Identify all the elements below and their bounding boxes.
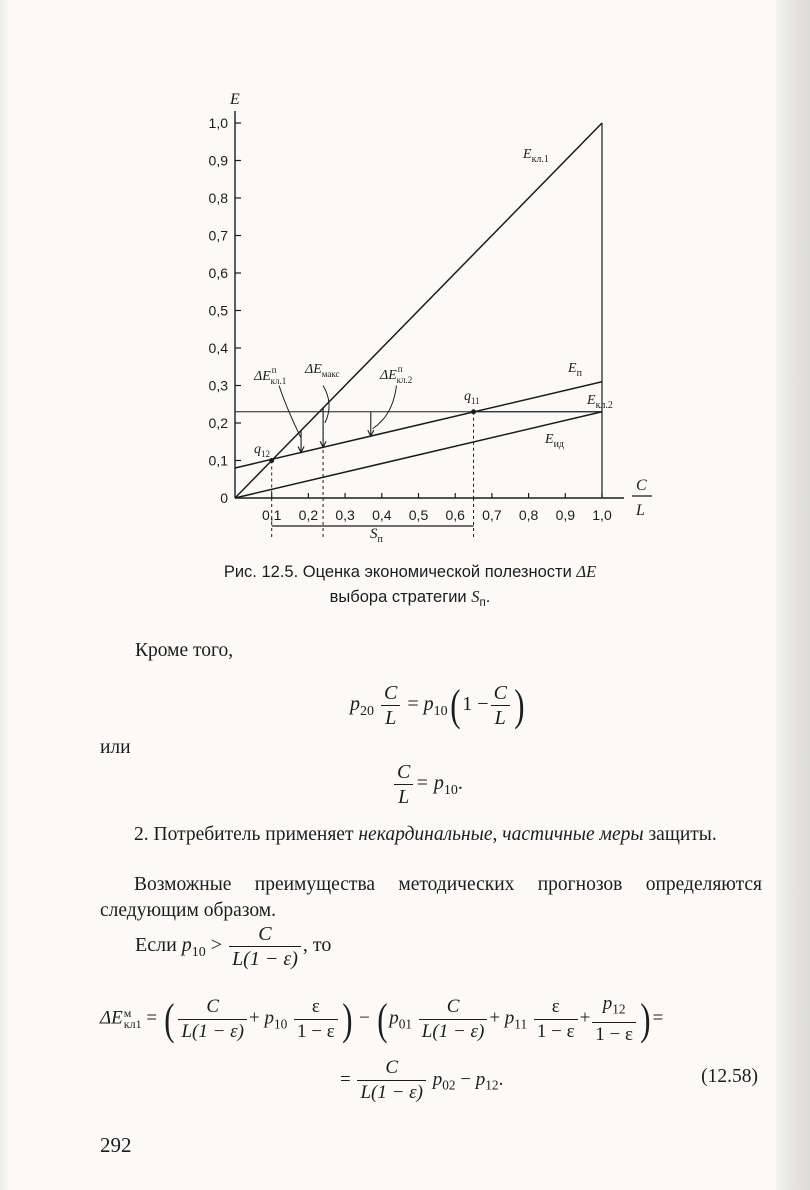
x-axis-title-numerator: C <box>636 477 647 494</box>
y-tick-label: 0,4 <box>208 340 228 356</box>
equation-3-line1: ΔE м кл1 = ( $\frac{C}{L(1 - \varepsilon)}$ + $p_{10}$ $\frac{\varepsilon}{1 - \varepsilon}$ ) − ( $p_{01}$ $\frac{C}{L(1 - \varepsilon)}$ + $p_{11}$ $\frac{\varepsilon}{1 - \varepsilon}$ + $\frac{p_{12}}{1 - \varepsilon}$ ) = <box>100 993 664 1045</box>
label-E-kl1: $E_{кл.1}$ <box>523 147 549 165</box>
label-E-p: $E_п$ <box>568 361 582 379</box>
equation-3-line2: = $\frac{C}{L(1 - \varepsilon)}$ $p_{02} - p_{12}$. <box>340 1057 504 1103</box>
condition-line: Если $p_{10}$ > $\frac{C}{L(1 - \varepsilon)}$ , то <box>135 923 332 970</box>
page-number: 292 <box>100 1133 132 1157</box>
y-tick-label: 0,3 <box>208 377 228 394</box>
x-tick-label: 0,3 <box>335 507 355 523</box>
y-tick-label: 0,1 <box>208 452 228 469</box>
x-tick-label: 1,0 <box>592 507 612 523</box>
label-q11: $q_{11}$ <box>464 389 480 406</box>
equation-number: (12.58) <box>701 1066 758 1087</box>
caption-line2-symbol: S <box>471 587 480 606</box>
x-tick-label: 0,9 <box>555 507 576 523</box>
paragraph-advantages: Возможные преимущества методических прогнозов определяются следующим образом. <box>100 874 762 921</box>
figure-caption-line2: выбора стратегии $S_п$. <box>329 587 491 610</box>
y-tick-label: 0,7 <box>208 227 228 244</box>
pointer-dE-kl2 <box>373 386 397 429</box>
figure-caption-line1 <box>150 560 670 584</box>
label-S-p: $S_п$ <box>370 526 383 545</box>
caption-line2-text: выбора стратегии <box>329 588 472 606</box>
equation-1: $p_{20}$ $\frac{C}{L}$ = $p_{10}$( 1 − $\frac{C}{L}$ ) <box>350 681 525 730</box>
label-dE-max: $\Delta E_{макс}$ <box>305 362 340 379</box>
label-E-id: $E_{ид}$ <box>545 432 565 450</box>
x-tick-label: 0,5 <box>408 507 429 523</box>
caption-line1-symbol: ΔE <box>576 562 597 581</box>
y-tick-label: 0,5 <box>208 302 228 319</box>
page-gutter-shadow <box>0 0 10 1190</box>
paragraph-or: или <box>100 737 131 758</box>
label-dE-kl1: $\Delta E^п$ кл.1 <box>254 365 287 386</box>
y-tick-label: 0,2 <box>208 415 228 431</box>
y-tick-label: 0,9 <box>208 152 228 169</box>
label-dE-kl2: $\Delta E^п$ кл.2 <box>380 364 413 385</box>
x-axis-title-denominator: L <box>636 502 645 519</box>
paragraph-besides: Кроме того, <box>135 640 234 661</box>
y-tick-label: 0 <box>220 490 228 506</box>
y-tick-label: 0,6 <box>208 265 228 281</box>
x-tick-label: 0,6 <box>445 507 465 523</box>
x-tick-label: 0,7 <box>482 507 502 523</box>
label-q12: $q_{12}$ <box>254 442 270 459</box>
x-tick-label: 0,2 <box>298 507 319 523</box>
figure-chart <box>190 88 660 550</box>
y-tick-label: 0,8 <box>208 190 228 206</box>
paragraph-item-2: 2. Потребитель применяет некардинальные, частичные меры защиты. <box>134 824 717 845</box>
x-tick-label: 0,8 <box>518 507 539 523</box>
caption-line2-sub: п <box>479 597 486 610</box>
equation-2: $\frac{C}{L}$ = $p_{10}$. <box>392 760 463 809</box>
y-tick-label: 1,0 <box>208 115 228 131</box>
y-axis-title: E <box>230 91 240 108</box>
x-tick-label: 0,4 <box>372 507 392 523</box>
caption-line1-text: Рис. 12.5. Оценка экономической полезности <box>223 563 577 581</box>
page-edge-shadow <box>776 0 810 1190</box>
x-tick-label: 0,1 <box>261 507 282 523</box>
label-E-kl2: $E_{кл.2}$ <box>587 393 613 411</box>
